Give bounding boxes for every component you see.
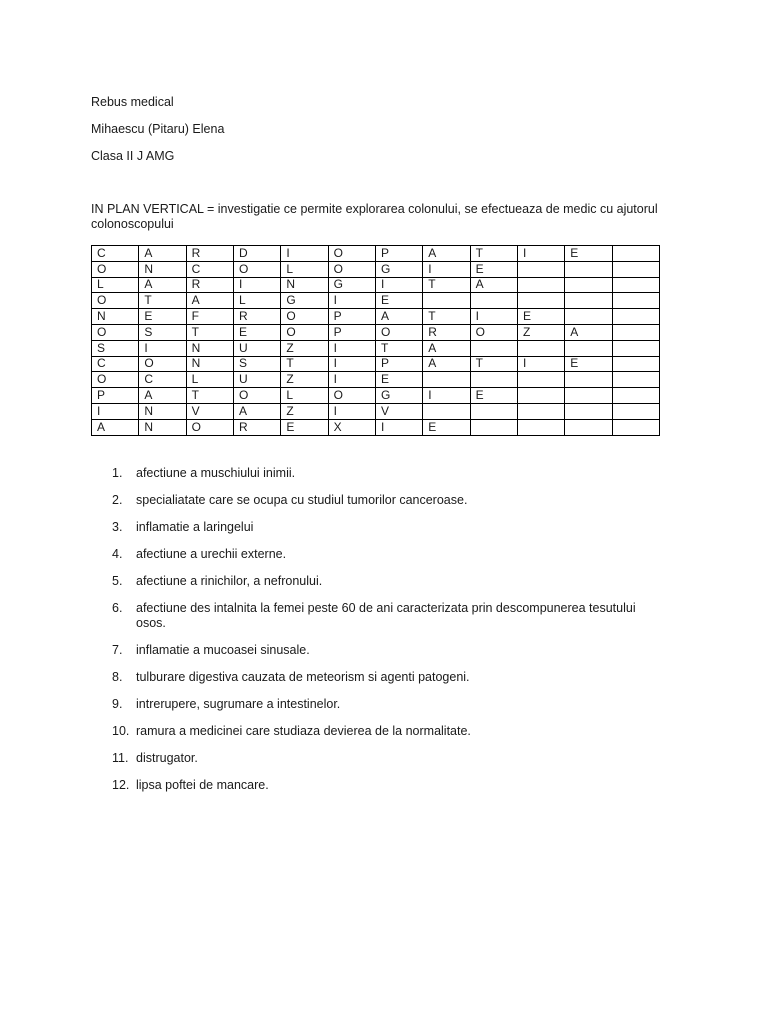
grid-row xyxy=(92,309,660,325)
clue-text: inflamatie a mucoasei sinusale. xyxy=(136,643,310,657)
grid-cell: T xyxy=(470,246,517,262)
grid-cell: A xyxy=(139,277,186,293)
grid-cell: L xyxy=(281,261,328,277)
grid-cell: I xyxy=(328,340,375,356)
grid-row xyxy=(92,356,660,372)
grid-cell: T xyxy=(423,309,470,325)
grid-cell: L xyxy=(281,388,328,404)
grid-cell: A xyxy=(139,246,186,262)
class-name: Clasa II J AMG xyxy=(91,149,175,163)
clue-number: 3. xyxy=(112,520,123,534)
grid-cell: I xyxy=(328,356,375,372)
grid-row xyxy=(92,277,660,293)
grid-cell: I xyxy=(281,246,328,262)
clue-number: 5. xyxy=(112,574,123,588)
grid-cell: E xyxy=(423,419,470,435)
clue-item xyxy=(90,493,650,508)
grid-cell: U xyxy=(233,372,280,388)
grid-cell: N xyxy=(281,277,328,293)
grid-cell: P xyxy=(328,324,375,340)
grid-cell xyxy=(470,419,517,435)
grid-cell: O xyxy=(375,324,422,340)
grid-cell xyxy=(612,293,659,309)
grid-cell: I xyxy=(423,261,470,277)
grid-cell: R xyxy=(186,246,233,262)
grid-cell xyxy=(565,309,612,325)
grid-cell: Z xyxy=(281,340,328,356)
grid-cell: X xyxy=(328,419,375,435)
grid-cell: P xyxy=(375,246,422,262)
clue-number: 6. xyxy=(112,601,123,615)
grid-cell: S xyxy=(139,324,186,340)
grid-cell: O xyxy=(328,246,375,262)
clue-text: afectiune des intalnita la femei peste 60 de ani caracterizata prin descompunerea tesutului osos. xyxy=(136,601,636,630)
grid-cell xyxy=(612,388,659,404)
grid-cell: N xyxy=(139,261,186,277)
grid-cell: G xyxy=(375,388,422,404)
grid-cell: I xyxy=(328,293,375,309)
grid-cell xyxy=(565,372,612,388)
clue-text: afectiune a rinichilor, a nefronului. xyxy=(136,574,323,588)
grid-cell: C xyxy=(92,246,139,262)
grid-cell: Z xyxy=(517,324,564,340)
grid-cell: D xyxy=(233,246,280,262)
grid-cell xyxy=(612,324,659,340)
grid-cell: E xyxy=(470,388,517,404)
grid-cell: V xyxy=(375,403,422,419)
grid-cell: C xyxy=(186,261,233,277)
vertical-clue-text: IN PLAN VERTICAL = investigatie ce permite explorarea colonului, se efectueaza de medic cu ajutorul colonoscopului xyxy=(91,202,658,231)
grid-cell xyxy=(612,277,659,293)
grid-cell xyxy=(517,372,564,388)
grid-cell xyxy=(517,340,564,356)
grid-cell: E xyxy=(139,309,186,325)
grid-cell xyxy=(470,403,517,419)
grid-cell: O xyxy=(92,324,139,340)
clue-item xyxy=(90,547,650,562)
grid-cell: G xyxy=(375,261,422,277)
clue-text: lipsa poftei de mancare. xyxy=(136,778,269,792)
clue-text: distrugator. xyxy=(136,751,198,765)
grid-cell: I xyxy=(375,277,422,293)
grid-cell: A xyxy=(92,419,139,435)
grid-cell xyxy=(517,419,564,435)
grid-cell xyxy=(612,403,659,419)
grid-row xyxy=(92,372,660,388)
grid-cell xyxy=(565,419,612,435)
grid-cell: O xyxy=(92,293,139,309)
grid-cell: A xyxy=(233,403,280,419)
grid-cell: E xyxy=(565,246,612,262)
grid-cell: T xyxy=(186,388,233,404)
grid-cell: A xyxy=(423,356,470,372)
grid-cell xyxy=(517,403,564,419)
clue-text: ramura a medicinei care studiaza devierea de la normalitate. xyxy=(136,724,471,738)
grid-cell: C xyxy=(139,372,186,388)
grid-cell xyxy=(517,388,564,404)
clue-number: 10. xyxy=(112,724,130,738)
author-name: Mihaescu (Pitaru) Elena xyxy=(91,122,225,136)
grid-cell: A xyxy=(423,340,470,356)
grid-cell xyxy=(612,356,659,372)
grid-cell: O xyxy=(92,261,139,277)
grid-cell xyxy=(565,388,612,404)
grid-cell: T xyxy=(470,356,517,372)
grid-cell: O xyxy=(281,324,328,340)
grid-cell: G xyxy=(328,277,375,293)
grid-cell xyxy=(517,261,564,277)
grid-row xyxy=(92,293,660,309)
clue-text: tulburare digestiva cauzata de meteorism si agenti patogeni. xyxy=(136,670,470,684)
clue-text: afectiune a urechii externe. xyxy=(136,547,287,561)
grid-cell: Z xyxy=(281,403,328,419)
clue-item xyxy=(90,670,650,685)
grid-row xyxy=(92,388,660,404)
grid-cell xyxy=(423,403,470,419)
grid-cell: O xyxy=(328,388,375,404)
clue-text: afectiune a muschiului inimii. xyxy=(136,466,296,480)
clue-number: 9. xyxy=(112,697,123,711)
grid-cell: O xyxy=(281,309,328,325)
grid-cell: T xyxy=(186,324,233,340)
grid-cell: A xyxy=(423,246,470,262)
grid-cell xyxy=(565,340,612,356)
clue-text: intrerupere, sugrumare a intestinelor. xyxy=(136,697,341,711)
clue-item xyxy=(90,643,650,658)
grid-cell: I xyxy=(328,403,375,419)
clue-item xyxy=(90,778,650,793)
grid-cell: O xyxy=(186,419,233,435)
clue-number: 7. xyxy=(112,643,123,657)
grid-cell: O xyxy=(139,356,186,372)
grid-cell xyxy=(612,340,659,356)
grid-cell: I xyxy=(92,403,139,419)
grid-cell xyxy=(612,372,659,388)
clue-number: 12. xyxy=(112,778,130,792)
grid-cell: T xyxy=(139,293,186,309)
grid-cell: N xyxy=(139,419,186,435)
grid-cell: A xyxy=(375,309,422,325)
grid-cell: E xyxy=(375,293,422,309)
grid-cell xyxy=(423,293,470,309)
grid-cell: A xyxy=(470,277,517,293)
grid-cell: L xyxy=(92,277,139,293)
crossword-grid xyxy=(91,245,660,436)
clue-item xyxy=(90,697,650,712)
clue-number: 8. xyxy=(112,670,123,684)
grid-cell: R xyxy=(233,309,280,325)
grid-cell: S xyxy=(92,340,139,356)
grid-cell xyxy=(565,403,612,419)
grid-cell: A xyxy=(139,388,186,404)
grid-cell: E xyxy=(281,419,328,435)
grid-cell: T xyxy=(423,277,470,293)
grid-row xyxy=(92,246,660,262)
grid-cell: R xyxy=(423,324,470,340)
grid-cell: E xyxy=(470,261,517,277)
grid-cell: V xyxy=(186,403,233,419)
grid-cell: U xyxy=(233,340,280,356)
grid-cell: Z xyxy=(281,372,328,388)
grid-cell: I xyxy=(375,419,422,435)
grid-cell: E xyxy=(565,356,612,372)
grid-cell: I xyxy=(423,388,470,404)
grid-row xyxy=(92,324,660,340)
grid-cell xyxy=(612,261,659,277)
grid-cell: T xyxy=(281,356,328,372)
grid-cell: P xyxy=(92,388,139,404)
grid-cell: O xyxy=(233,261,280,277)
grid-cell xyxy=(423,372,470,388)
grid-cell: I xyxy=(233,277,280,293)
grid-cell: E xyxy=(517,309,564,325)
grid-cell: G xyxy=(281,293,328,309)
grid-cell: O xyxy=(470,324,517,340)
grid-cell: I xyxy=(139,340,186,356)
grid-cell xyxy=(565,261,612,277)
grid-cell: I xyxy=(517,356,564,372)
grid-cell: E xyxy=(375,372,422,388)
grid-cell: I xyxy=(328,372,375,388)
grid-cell: P xyxy=(328,309,375,325)
clue-text: specialiatate care se ocupa cu studiul tumorilor canceroase. xyxy=(136,493,468,507)
grid-cell: R xyxy=(233,419,280,435)
grid-cell xyxy=(470,293,517,309)
clue-item xyxy=(90,724,650,739)
grid-row xyxy=(92,261,660,277)
clue-item xyxy=(90,466,650,481)
clue-number: 11. xyxy=(112,751,129,765)
grid-cell: T xyxy=(375,340,422,356)
grid-cell xyxy=(612,246,659,262)
grid-cell: I xyxy=(517,246,564,262)
grid-cell xyxy=(612,309,659,325)
grid-row xyxy=(92,340,660,356)
clue-number: 4. xyxy=(112,547,123,561)
clue-item xyxy=(90,574,650,589)
grid-cell: N xyxy=(186,356,233,372)
grid-cell xyxy=(565,293,612,309)
grid-cell xyxy=(517,277,564,293)
grid-cell: A xyxy=(186,293,233,309)
grid-cell: N xyxy=(139,403,186,419)
grid-cell xyxy=(517,293,564,309)
clue-item xyxy=(90,520,650,535)
grid-cell: F xyxy=(186,309,233,325)
clue-number: 1. xyxy=(112,466,123,480)
clue-text: inflamatie a laringelui xyxy=(136,520,254,534)
clue-number: 2. xyxy=(112,493,123,507)
grid-cell: E xyxy=(233,324,280,340)
grid-cell: A xyxy=(565,324,612,340)
grid-row xyxy=(92,403,660,419)
grid-cell: O xyxy=(233,388,280,404)
clue-item xyxy=(90,601,650,631)
grid-cell xyxy=(470,340,517,356)
grid-cell: L xyxy=(186,372,233,388)
grid-cell: O xyxy=(328,261,375,277)
grid-cell: O xyxy=(92,372,139,388)
document-title: Rebus medical xyxy=(91,95,174,109)
grid-cell: S xyxy=(233,356,280,372)
clue-list xyxy=(90,466,650,805)
grid-cell: I xyxy=(470,309,517,325)
grid-cell: R xyxy=(186,277,233,293)
grid-cell: P xyxy=(375,356,422,372)
grid-cell: L xyxy=(233,293,280,309)
clue-item xyxy=(90,751,650,766)
grid-row xyxy=(92,419,660,435)
grid-cell xyxy=(565,277,612,293)
grid-cell: C xyxy=(92,356,139,372)
grid-cell xyxy=(612,419,659,435)
grid-cell: N xyxy=(92,309,139,325)
grid-cell: N xyxy=(186,340,233,356)
grid-cell xyxy=(470,372,517,388)
